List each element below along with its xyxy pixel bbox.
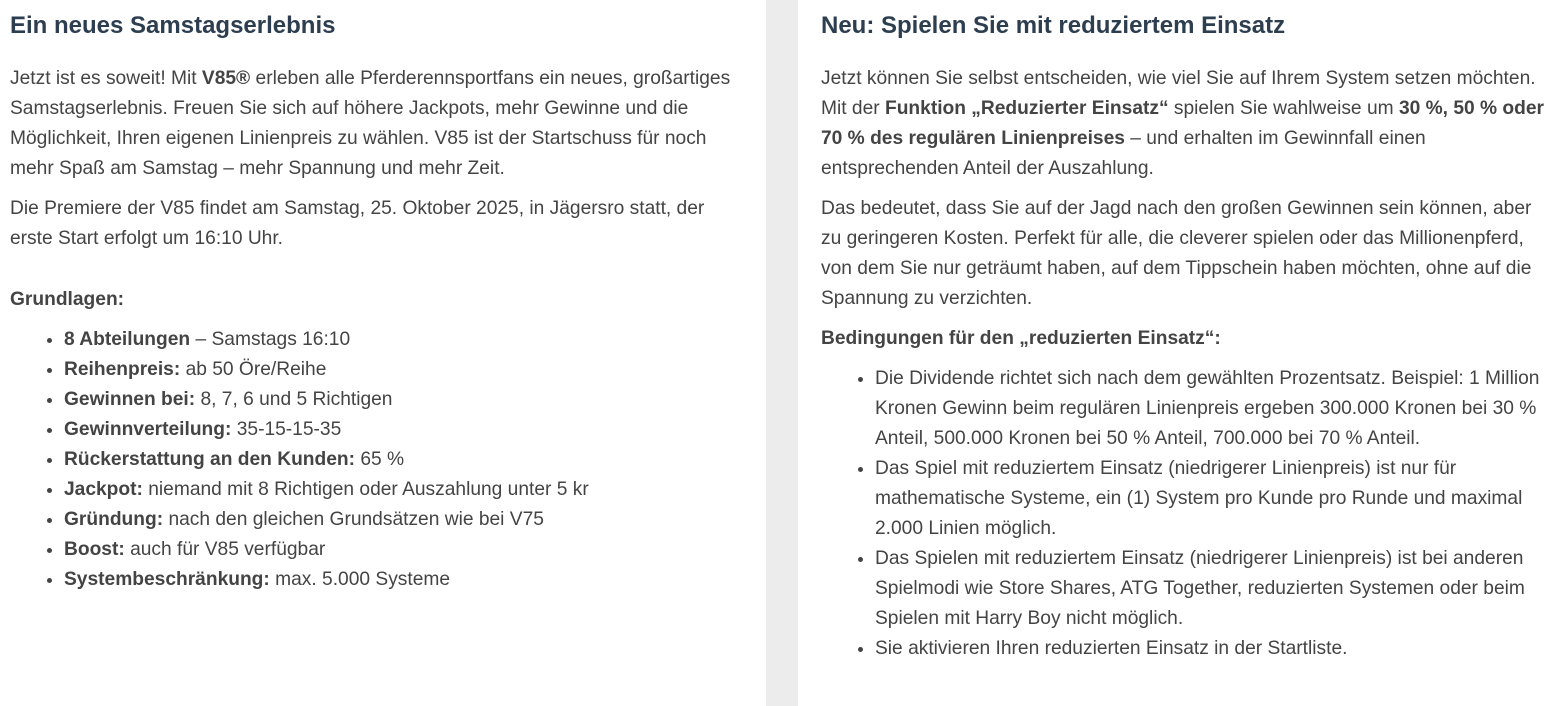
list-item — [64, 505, 766, 535]
list-item-label: Jackpot: — [64, 479, 143, 500]
right-intro-bold-percentages: 30 %, 50 % oder 70 % des regulären Linienpreises — [821, 98, 1544, 149]
right-intro-text-1: Jetzt können Sie selbst entscheiden, wie viel Sie auf Ihrem System setzen möchten. Mit der — [821, 68, 1536, 119]
v85-info-column — [0, 0, 766, 706]
basics-list — [10, 325, 766, 595]
list-item-label: Gewinnverteilung: — [64, 419, 232, 440]
list-item-label: Systembeschränkung: — [64, 569, 270, 590]
left-intro-bold-v85: V85® — [201, 68, 251, 89]
meaning-paragraph: Das bedeutet, dass Sie auf der Jagd nach den großen Gewinnen sein können, aber zu geringeren Kosten. Perfekt für alle, die cleverer spielen oder das Millionenpferd, von dem Sie nur geträumt haben, auf dem Tippschein haben möchten, ohne auf die Spannung zu verzichten. — [821, 198, 1532, 309]
conditions-heading: Bedingungen für den „reduzierten Einsatz“: — [821, 328, 1221, 349]
list-item-text: ab 50 Öre/Reihe — [180, 359, 327, 380]
list-item-label: Reihenpreis: — [64, 359, 181, 380]
list-item-text: nach den gleichen Grundsätzen wie bei V75 — [163, 509, 544, 530]
list-item-label: Rückerstattung an den Kunden: — [64, 449, 356, 470]
list-item: • Sie aktivieren Ihren reduzierten Einsatz in der Startliste. — [875, 634, 1557, 664]
right-title: Neu: Spielen Sie mit reduziertem Einsatz — [821, 12, 1286, 39]
list-item-text: max. 5.000 Systeme — [269, 569, 451, 590]
left-intro-text-1: Jetzt ist es soweit! Mit — [10, 68, 202, 89]
right-intro-paragraph — [821, 64, 1556, 184]
list-item-text: 65 % — [355, 449, 405, 470]
list-item — [64, 445, 766, 475]
list-item — [64, 385, 766, 415]
left-intro-paragraph — [10, 64, 740, 184]
basics-heading: Grundlagen: — [10, 289, 125, 310]
list-item: • Das Spielen mit reduziertem Einsatz (niedrigerer Linienpreis) ist bei anderen Spielmodi wie Store Shares, ATG Together, reduzierten Systemen oder beim Spielen mit Harry Boy nicht möglich. — [875, 544, 1557, 634]
spacer — [10, 264, 766, 285]
list-item — [64, 415, 766, 445]
list-item-label: Boost: — [64, 539, 125, 560]
list-item-text: 8, 7, 6 und 5 Richtigen — [195, 389, 393, 410]
list-item — [64, 565, 766, 595]
list-item-text: 35-15-15-35 — [231, 419, 342, 440]
left-title: Ein neues Samstagserlebnis — [10, 12, 336, 39]
list-item-label: 8 Abteilungen — [64, 329, 191, 350]
left-intro-text-2: erleben alle Pferderennsportfans ein neues, großartiges Samstagserlebnis. Freuen Sie sich auf höhere Jackpots, mehr Gewinne und die Möglichkeit, Ihren eigenen Linienpreis zu wählen. V85 ist der Startschuss für noch mehr Spaß am Samstag – mehr Spannung und mehr Zeit. — [10, 68, 731, 179]
list-item-text: – Samstags 16:10 — [190, 329, 351, 350]
reduced-stake-column — [798, 0, 1564, 706]
list-item-label: Gewinnen bei: — [64, 389, 196, 410]
right-intro-text-2: spielen Sie wahlweise um — [1168, 98, 1399, 119]
column-gutter — [766, 0, 798, 706]
list-item — [64, 535, 766, 565]
list-item-label: Gründung: — [64, 509, 164, 530]
premiere-paragraph: Die Premiere der V85 findet am Samstag, 25. Oktober 2025, in Jägersro statt, der erste Start erfolgt um 16:10 Uhr. — [10, 198, 705, 249]
conditions-list — [821, 364, 1557, 664]
list-item-text: auch für V85 verfügbar — [124, 539, 326, 560]
right-intro-text-3: – und erhalten im Gewinnfall einen entsprechenden Anteil der Auszahlung. — [821, 128, 1426, 179]
list-item-text: niemand mit 8 Richtigen oder Auszahlung unter 5 kr — [142, 479, 589, 500]
list-item — [64, 475, 766, 505]
right-intro-bold-function: Funktion „Reduzierter Einsatz“ — [884, 98, 1169, 119]
list-item — [64, 355, 766, 385]
list-item — [64, 325, 766, 355]
list-item: • Das Spiel mit reduziertem Einsatz (niedrigerer Linienpreis) ist nur für mathematische Systeme, ein (1) System pro Kunde pro Runde und maximal 2.000 Linien möglich. — [875, 454, 1557, 544]
list-item: • Die Dividende richtet sich nach dem gewählten Prozentsatz. Beispiel: 1 Million Kronen Gewinn beim regulären Linienpreis ergeben 300.000 Kronen bei 30 % Anteil, 500.000 Kronen bei 50 % Anteil, 700.000 bei 70 % Anteil. — [875, 364, 1557, 454]
